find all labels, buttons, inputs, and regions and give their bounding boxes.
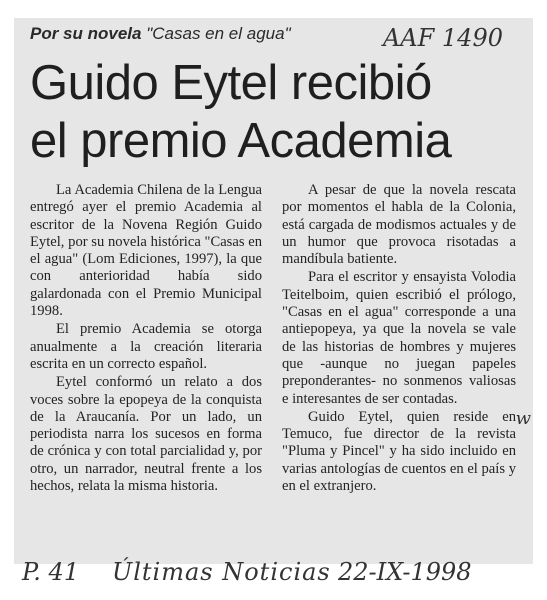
- headline: [30, 54, 520, 170]
- left-column: [30, 182, 262, 496]
- right-column: [282, 182, 516, 496]
- paragraph: La Academia Chilena de la Lengua entregó ayer el premio Academia al escritor de la Novena Región Guido Eytel, por su novela histórica "Casas en el agua" (Lom Ediciones, 1997), la que con anterioridad había sido galardonada con el Premio Municipal 1998.: [30, 182, 262, 320]
- handwritten-archive-code: AAF 1490: [382, 24, 503, 52]
- handwritten-page-number: P. 41: [22, 558, 80, 586]
- paragraph: Guido Eytel, quien reside en Temuco, fue director de la revista "Pluma y Pincel" y ha sido incluido en varias antologías de cuentos en el país y en el extranjero.: [282, 408, 516, 495]
- handwritten-date: 22-IX-1998: [338, 558, 472, 586]
- kicker: [30, 24, 291, 44]
- kicker-bold: Por su novela: [30, 24, 142, 43]
- kicker-italic: "Casas en el agua": [146, 24, 291, 43]
- paragraph: Eytel conformó un relato a dos voces sobre la epopeya de la conquista de la Araucanía. Por un lado, un periodista narra los sucesos en forma de crónica y con total parcialidad y, por otro, un narrador, neutral frente a los hechos, relata la misma historia.: [30, 374, 262, 495]
- paragraph: Para el escritor y ensayista Volodia Teitelboim, quien escribió el prólogo, "Casas en el agua" corresponde a una antiepopeya, ya que la novela se vale de las historias de hombres y mujeres que -aunque no juegan papeles preponderantes- no sonmenos valiosas e interesantes de ser contadas.: [282, 269, 516, 407]
- handwritten-margin-mark: w: [515, 408, 531, 429]
- paragraph: El premio Academia se otorga anualmente a la creación literaria escrita en un correcto español.: [30, 321, 262, 372]
- handwritten-source: Últimas Noticias: [112, 558, 331, 586]
- headline-line-2: el premio Academia: [30, 114, 452, 168]
- paragraph: A pesar de que la novela rescata por momentos el habla de la Colonia, está cargada de modismos actuales y de un humor que provoca risotadas a mandíbula batiente.: [282, 182, 516, 268]
- headline-line-1: Guido Eytel recibió: [30, 56, 432, 110]
